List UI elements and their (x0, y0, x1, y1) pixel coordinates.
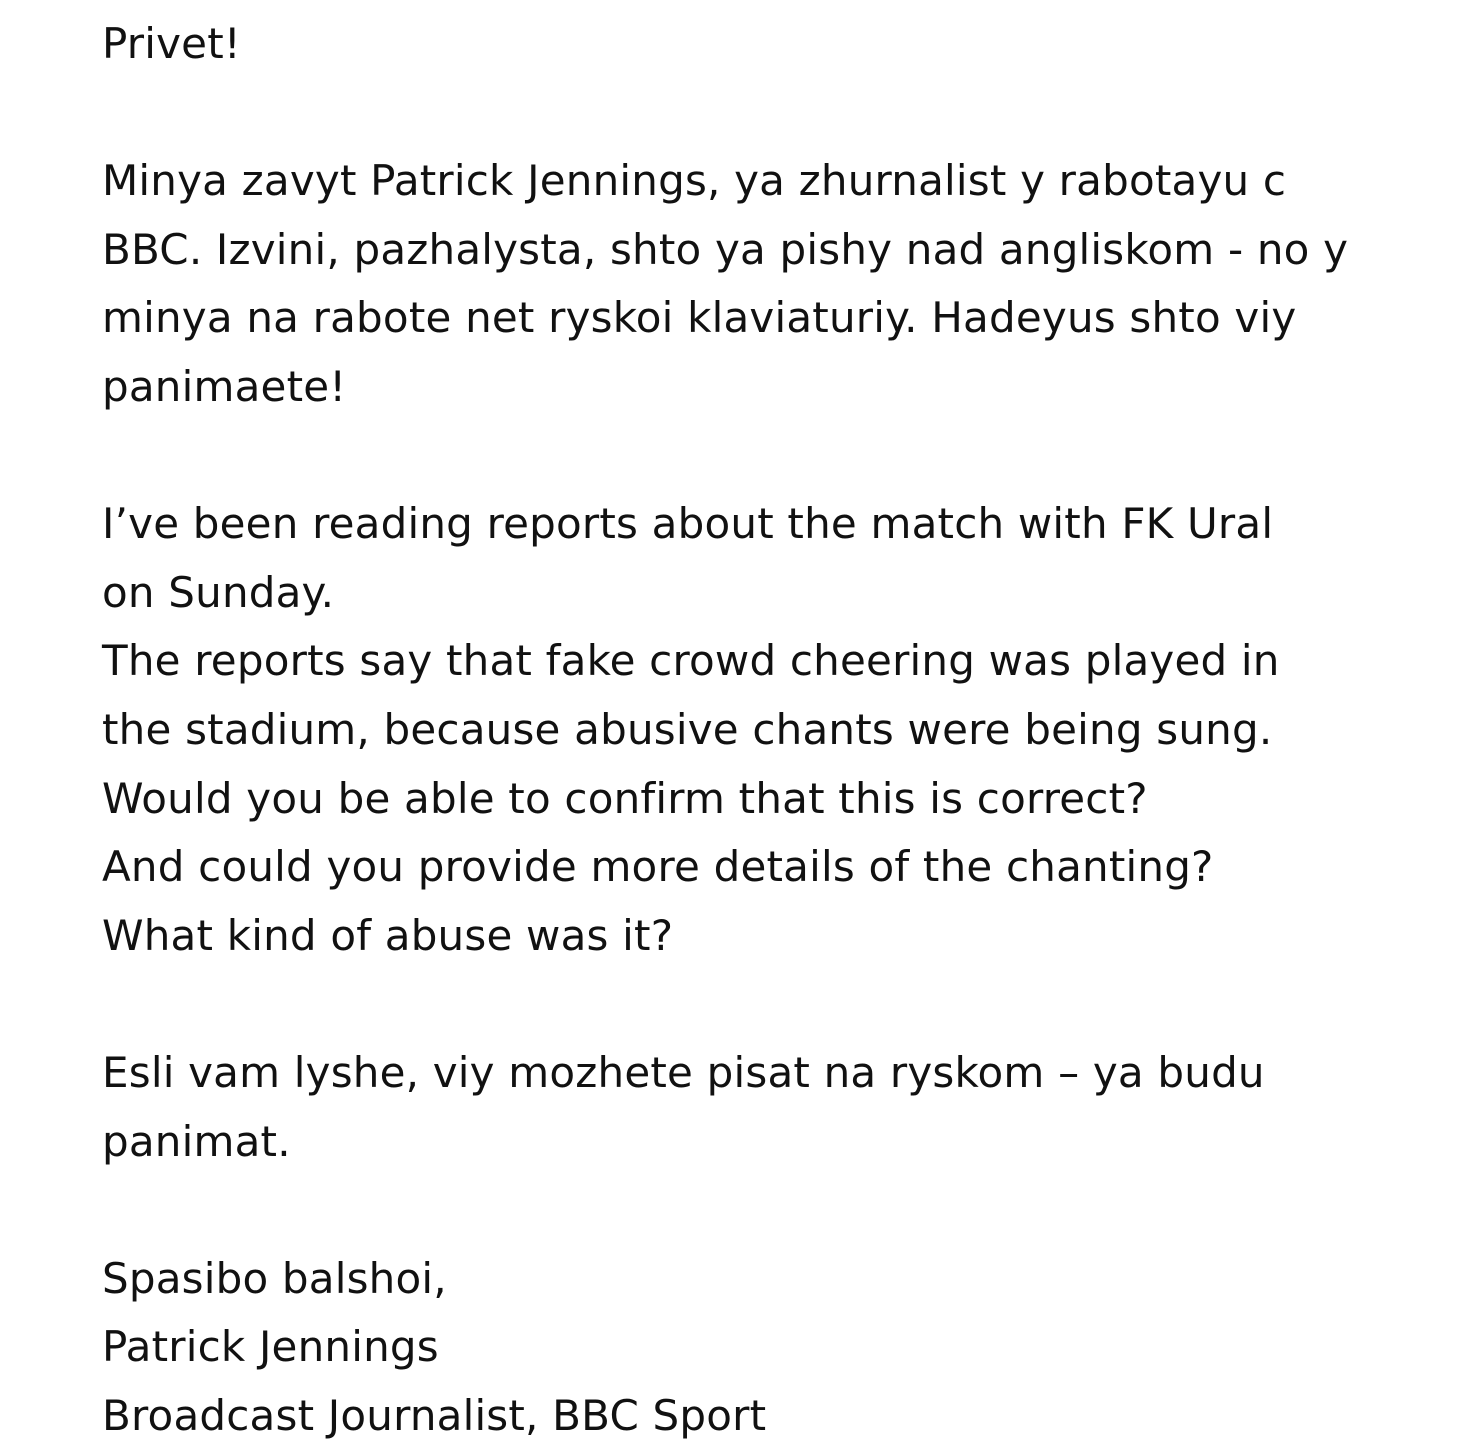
signature-name: Patrick Jennings (102, 1322, 439, 1372)
greeting: Privet! (102, 19, 241, 68)
body-line: the stadium, because abusive chants were being sung. (102, 704, 1273, 754)
intro-line: panimaete! (102, 361, 347, 411)
closing-paragraph (102, 1039, 1442, 1176)
body-paragraph (102, 490, 1442, 970)
paragraph-gap (102, 1176, 1442, 1245)
signature-block (102, 1245, 1442, 1450)
closing-line: panimat. (102, 1116, 291, 1166)
paragraph-gap (102, 422, 1442, 491)
closing-line: Esli vam lyshe, viy mozhete pisat na ryskom – ya budu (102, 1047, 1265, 1097)
letter-document (102, 10, 1442, 1450)
signature-title: Broadcast Journalist, BBC Sport (102, 1390, 767, 1440)
body-line: on Sunday. (102, 567, 335, 617)
intro-line: minya na rabote net ryskoi klaviaturiy. Hadeyus shto viy (102, 293, 1297, 343)
signoff: Spasibo balshoi, (102, 1253, 447, 1303)
body-line: Would you be able to confirm that this is correct? (102, 773, 1148, 823)
intro-paragraph (102, 147, 1442, 421)
paragraph-gap (102, 79, 1442, 148)
body-line: The reports say that fake crowd cheering was played in (102, 636, 1280, 686)
body-line: What kind of abuse was it? (102, 910, 674, 960)
intro-line: Minya zavyt Patrick Jennings, ya zhurnalist y rabotayu c (102, 156, 1287, 206)
body-line: I’ve been reading reports about the match with FK Ural (102, 499, 1274, 549)
paragraph-gap (102, 970, 1442, 1039)
body-line: And could you provide more details of the chanting? (102, 842, 1214, 892)
intro-line: BBC. Izvini, pazhalysta, shto ya pishy nad angliskom - no y (102, 224, 1349, 274)
